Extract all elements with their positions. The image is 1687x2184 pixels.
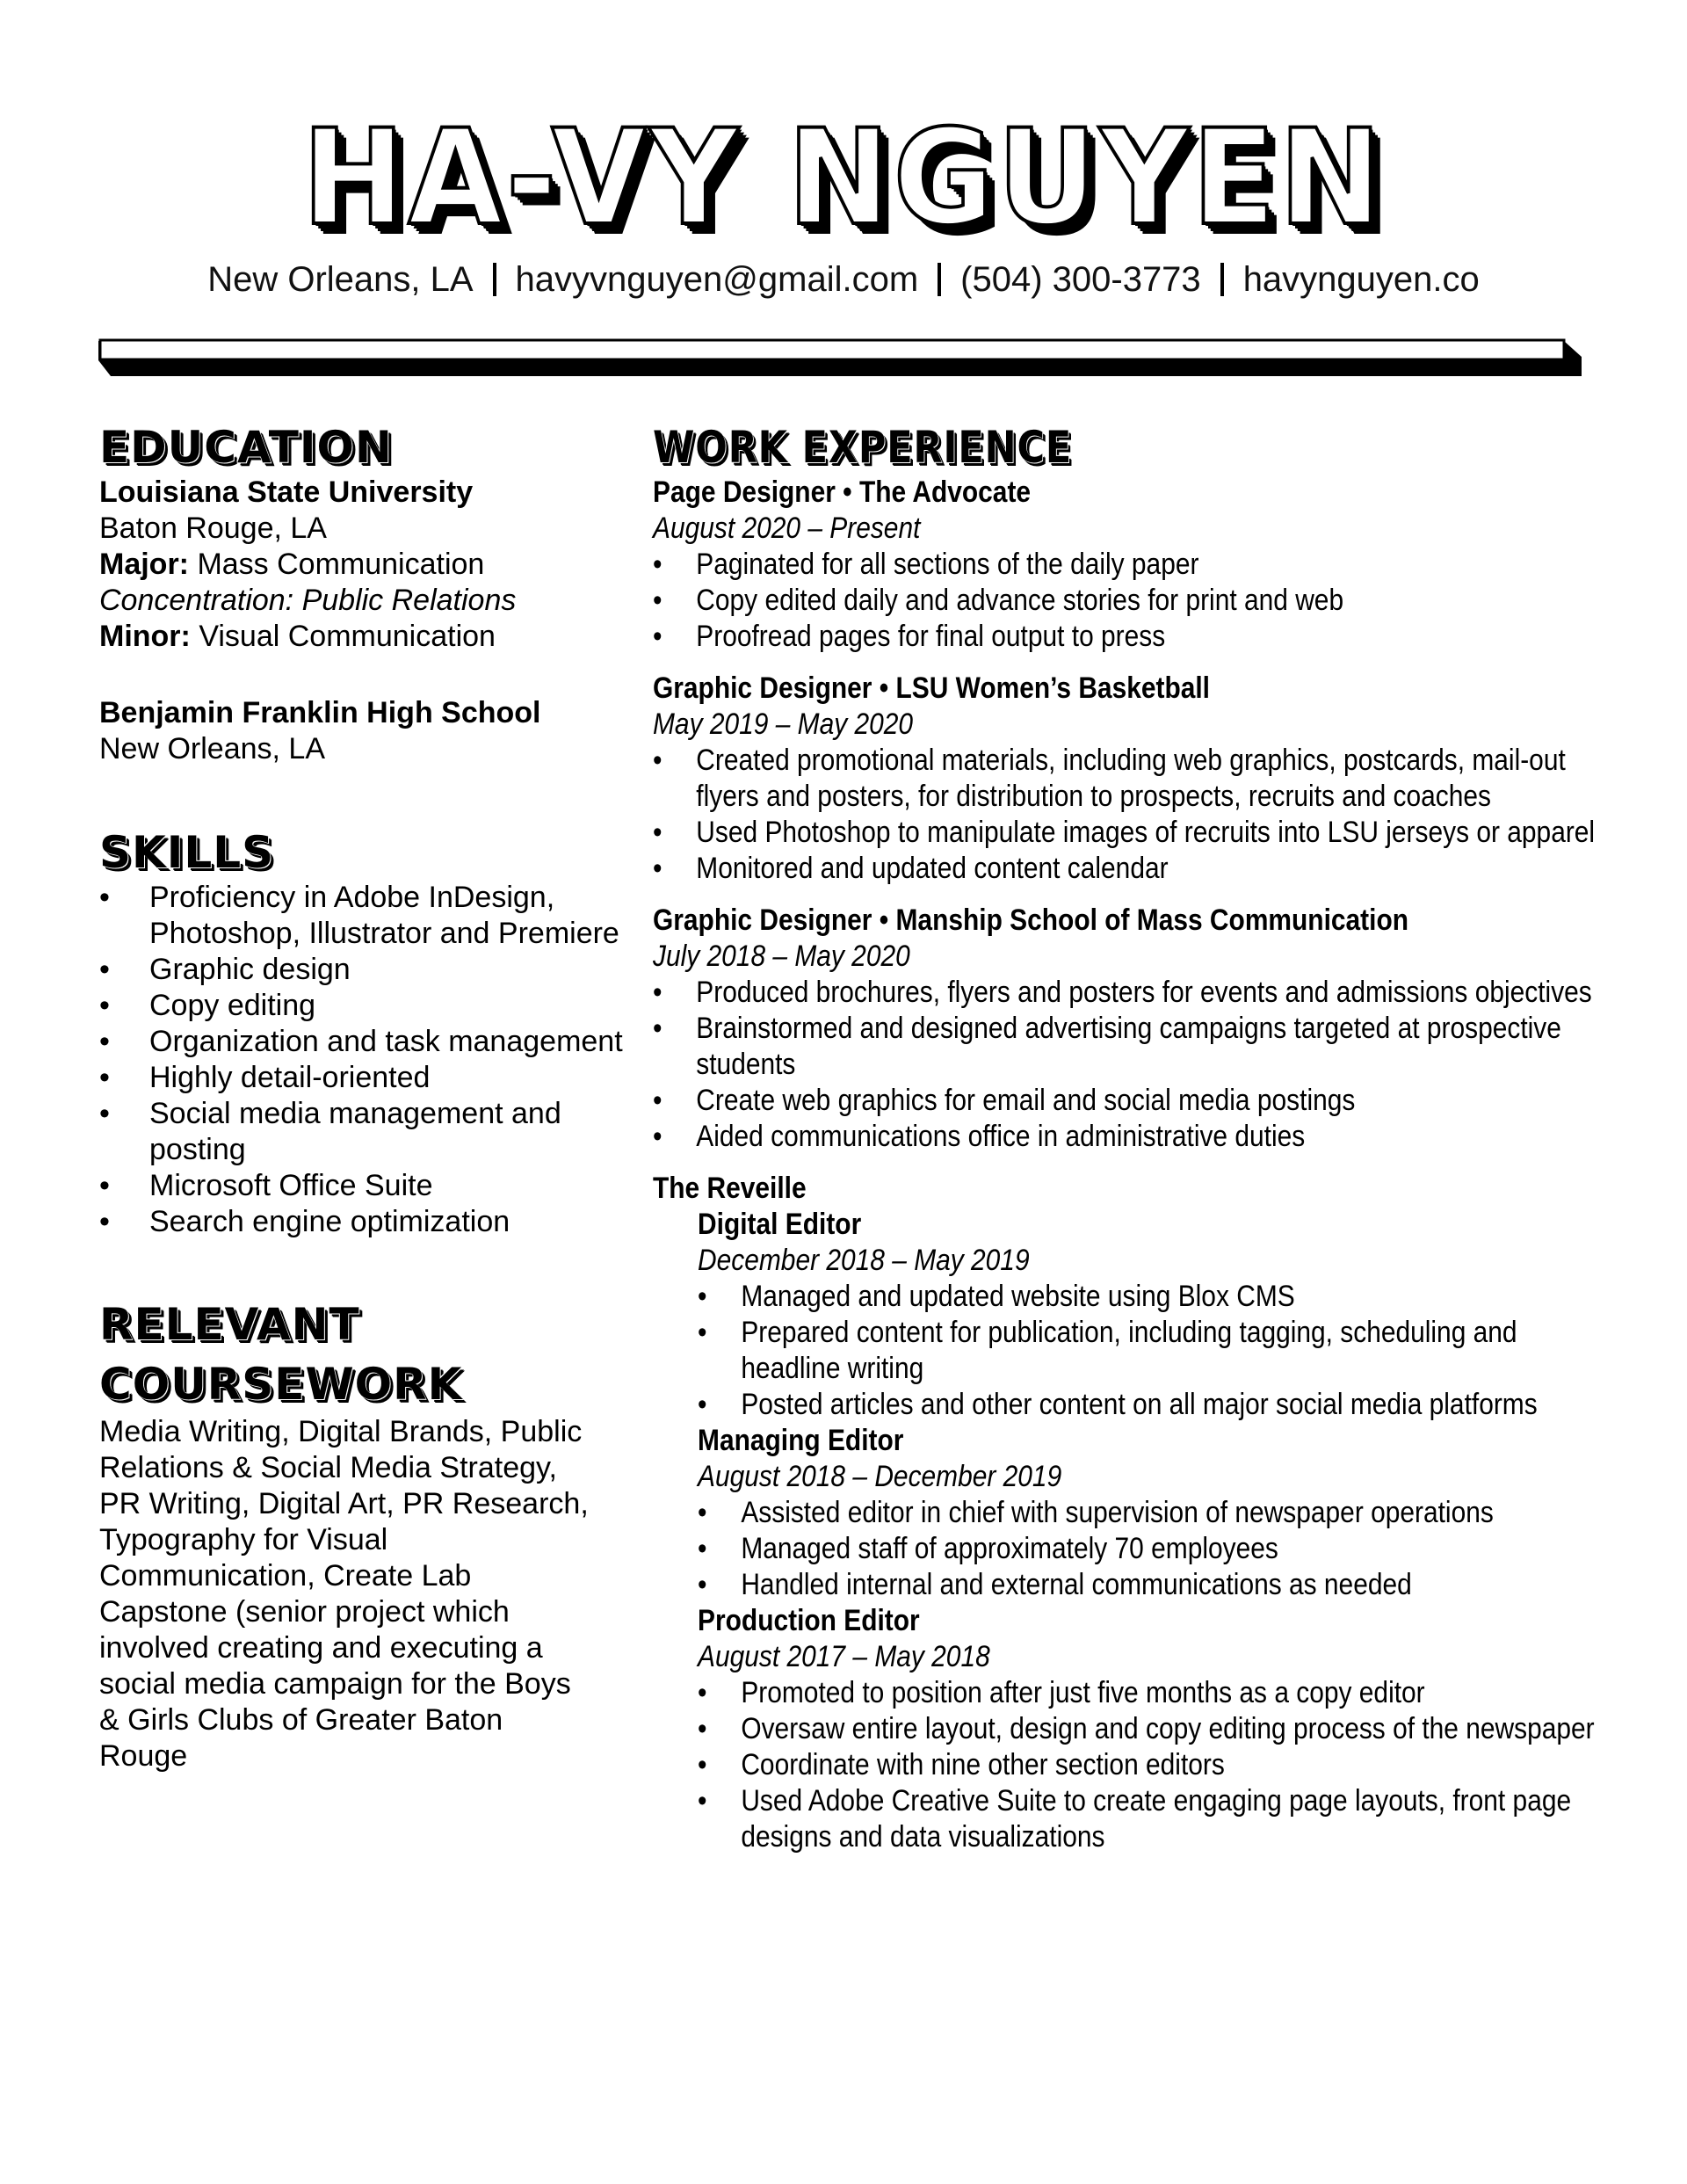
role-bullet: • Oversaw entire layout, design and copy editing process of the newspaper <box>698 1711 1596 1747</box>
job-dates: July 2018 – May 2020 <box>653 940 910 973</box>
school-name: Louisiana State University <box>99 475 474 509</box>
job-bullets <box>653 975 1596 1155</box>
job-bullet: • Brainstormed and designed advertising campaigns targeted at prospective students <box>653 1011 1596 1083</box>
contact-location: New Orleans, LA <box>207 260 474 299</box>
divider <box>938 263 941 296</box>
major-label: Major: <box>99 548 189 581</box>
job-bullet: • Created promotional materials, including web graphics, postcards, mail-out flyers and posters, for distribution to prospects, recruits and coaches <box>653 743 1596 815</box>
role-dates: August 2017 – May 2018 <box>698 1640 990 1673</box>
school-location: Baton Rouge, LA <box>99 512 327 545</box>
heading-line: RELEVANT <box>99 1299 360 1350</box>
education-section <box>99 420 626 767</box>
role-entry <box>698 1207 1596 1423</box>
section-heading-education: EDUCATION <box>99 422 393 473</box>
job-title: Graphic Designer • LSU Women’s Basketball <box>653 671 1210 705</box>
role-bullet: • Managed and updated website using Blox CMS <box>698 1279 1596 1315</box>
job-bullet: • Proofread pages for final output to press <box>653 619 1596 655</box>
job-bullets <box>653 547 1596 655</box>
major-value: Mass Communication <box>197 548 485 581</box>
job-bullet: • Paginated for all sections of the daily paper <box>653 547 1596 583</box>
skill-item: • Copy editing <box>99 988 626 1024</box>
job-bullets <box>653 743 1596 887</box>
major-line <box>99 547 626 583</box>
job-dates: May 2019 – May 2020 <box>653 707 914 741</box>
role-bullet: • Handled internal and external communications as needed <box>698 1567 1596 1603</box>
role-title: Managing Editor <box>698 1424 904 1457</box>
role-bullets <box>698 1279 1596 1423</box>
role-bullet: • Assisted editor in chief with supervision of newspaper operations <box>698 1495 1596 1531</box>
job-entry <box>653 903 1596 1155</box>
skill-item: • Microsoft Office Suite <box>99 1168 626 1204</box>
minor-value: Visual Communication <box>199 620 496 653</box>
reveille-entry <box>653 1171 1596 1855</box>
skill-item: • Organization and task management <box>99 1024 626 1060</box>
skill-item: • Graphic design <box>99 952 626 988</box>
skill-item: • Social media management and posting <box>99 1096 626 1168</box>
contact-website[interactable]: havynguyen.co <box>1242 260 1480 299</box>
divider <box>493 263 496 296</box>
role-entry <box>698 1423 1596 1603</box>
job-entry <box>653 475 1596 655</box>
job-bullet: • Copy edited daily and advance stories for print and web <box>653 583 1596 619</box>
role-bullets <box>698 1495 1596 1603</box>
divider <box>1220 263 1224 296</box>
role-dates: August 2018 – December 2019 <box>698 1460 1062 1493</box>
right-column <box>653 420 1602 1855</box>
skill-item: • Search engine optimization <box>99 1204 626 1240</box>
role-title: Production Editor <box>698 1604 920 1637</box>
contact-email[interactable]: havyvnguyen@gmail.com <box>515 260 919 299</box>
skill-item: • Proficiency in Adobe InDesign, Photoshop, Illustrator and Premiere <box>99 880 626 952</box>
heading-line: COURSEWORK <box>99 1359 463 1410</box>
role-dates: December 2018 – May 2019 <box>698 1244 1030 1277</box>
job-bullet: • Create web graphics for email and social media postings <box>653 1083 1596 1119</box>
org-name: The Reveille <box>653 1172 807 1205</box>
concentration: Concentration: Public Relations <box>99 584 517 617</box>
minor-label: Minor: <box>99 620 191 653</box>
role-title: Digital Editor <box>698 1208 862 1241</box>
skill-item: • Highly detail-oriented <box>99 1060 626 1096</box>
contact-phone[interactable]: (504) 300-3773 <box>960 260 1201 299</box>
minor-line <box>99 619 626 655</box>
skills-list <box>99 880 626 1240</box>
job-bullet: • Monitored and updated content calendar <box>653 851 1596 887</box>
section-heading-coursework <box>99 1295 626 1414</box>
school-location: New Orleans, LA <box>99 732 325 765</box>
header-rule <box>98 337 1583 376</box>
coursework-section <box>99 1295 626 1774</box>
skills-section <box>99 825 626 1240</box>
role-bullet: • Used Adobe Creative Suite to create engaging page layouts, front page designs and data visualizations <box>698 1783 1596 1855</box>
job-entry <box>653 671 1596 887</box>
contact-line <box>0 255 1687 304</box>
role-bullet: • Posted articles and other content on all major social media platforms <box>698 1387 1596 1423</box>
role-entry <box>698 1603 1596 1855</box>
left-column <box>99 420 626 1774</box>
role-bullets <box>698 1675 1596 1855</box>
job-title: Page Designer • The Advocate <box>653 475 1032 509</box>
job-title: Graphic Designer • Manship School of Mass Communication <box>653 903 1409 937</box>
job-bullet: • Aided communications office in administrative duties <box>653 1119 1596 1155</box>
role-bullet: • Prepared content for publication, including tagging, scheduling and headline writing <box>698 1315 1596 1387</box>
job-dates: August 2020 – Present <box>653 512 921 545</box>
role-bullet: • Managed staff of approximately 70 employees <box>698 1531 1596 1567</box>
coursework-text: Media Writing, Digital Brands, Public Relations & Social Media Strategy, PR Writing, Digital Art, PR Research, Typography for Visual Communication, Create Lab Capstone (senior project which involved creating and executing a social media campaign for the Boys & Girls Clubs of Greater Baton Rouge <box>99 1415 589 1773</box>
section-heading-work-experience: WORK EXPERIENCE <box>653 422 1073 473</box>
job-bullet: • Produced brochures, flyers and posters for events and admissions objectives <box>653 975 1596 1011</box>
role-bullet: • Promoted to position after just five months as a copy editor <box>698 1675 1596 1711</box>
candidate-name: HA-VY NGUYEN <box>301 102 1386 255</box>
role-bullet: • Coordinate with nine other section editors <box>698 1747 1596 1783</box>
job-bullet: • Used Photoshop to manipulate images of recruits into LSU jerseys or apparel <box>653 815 1596 851</box>
school-name: Benjamin Franklin High School <box>99 696 541 729</box>
section-heading-skills: SKILLS <box>99 827 275 878</box>
